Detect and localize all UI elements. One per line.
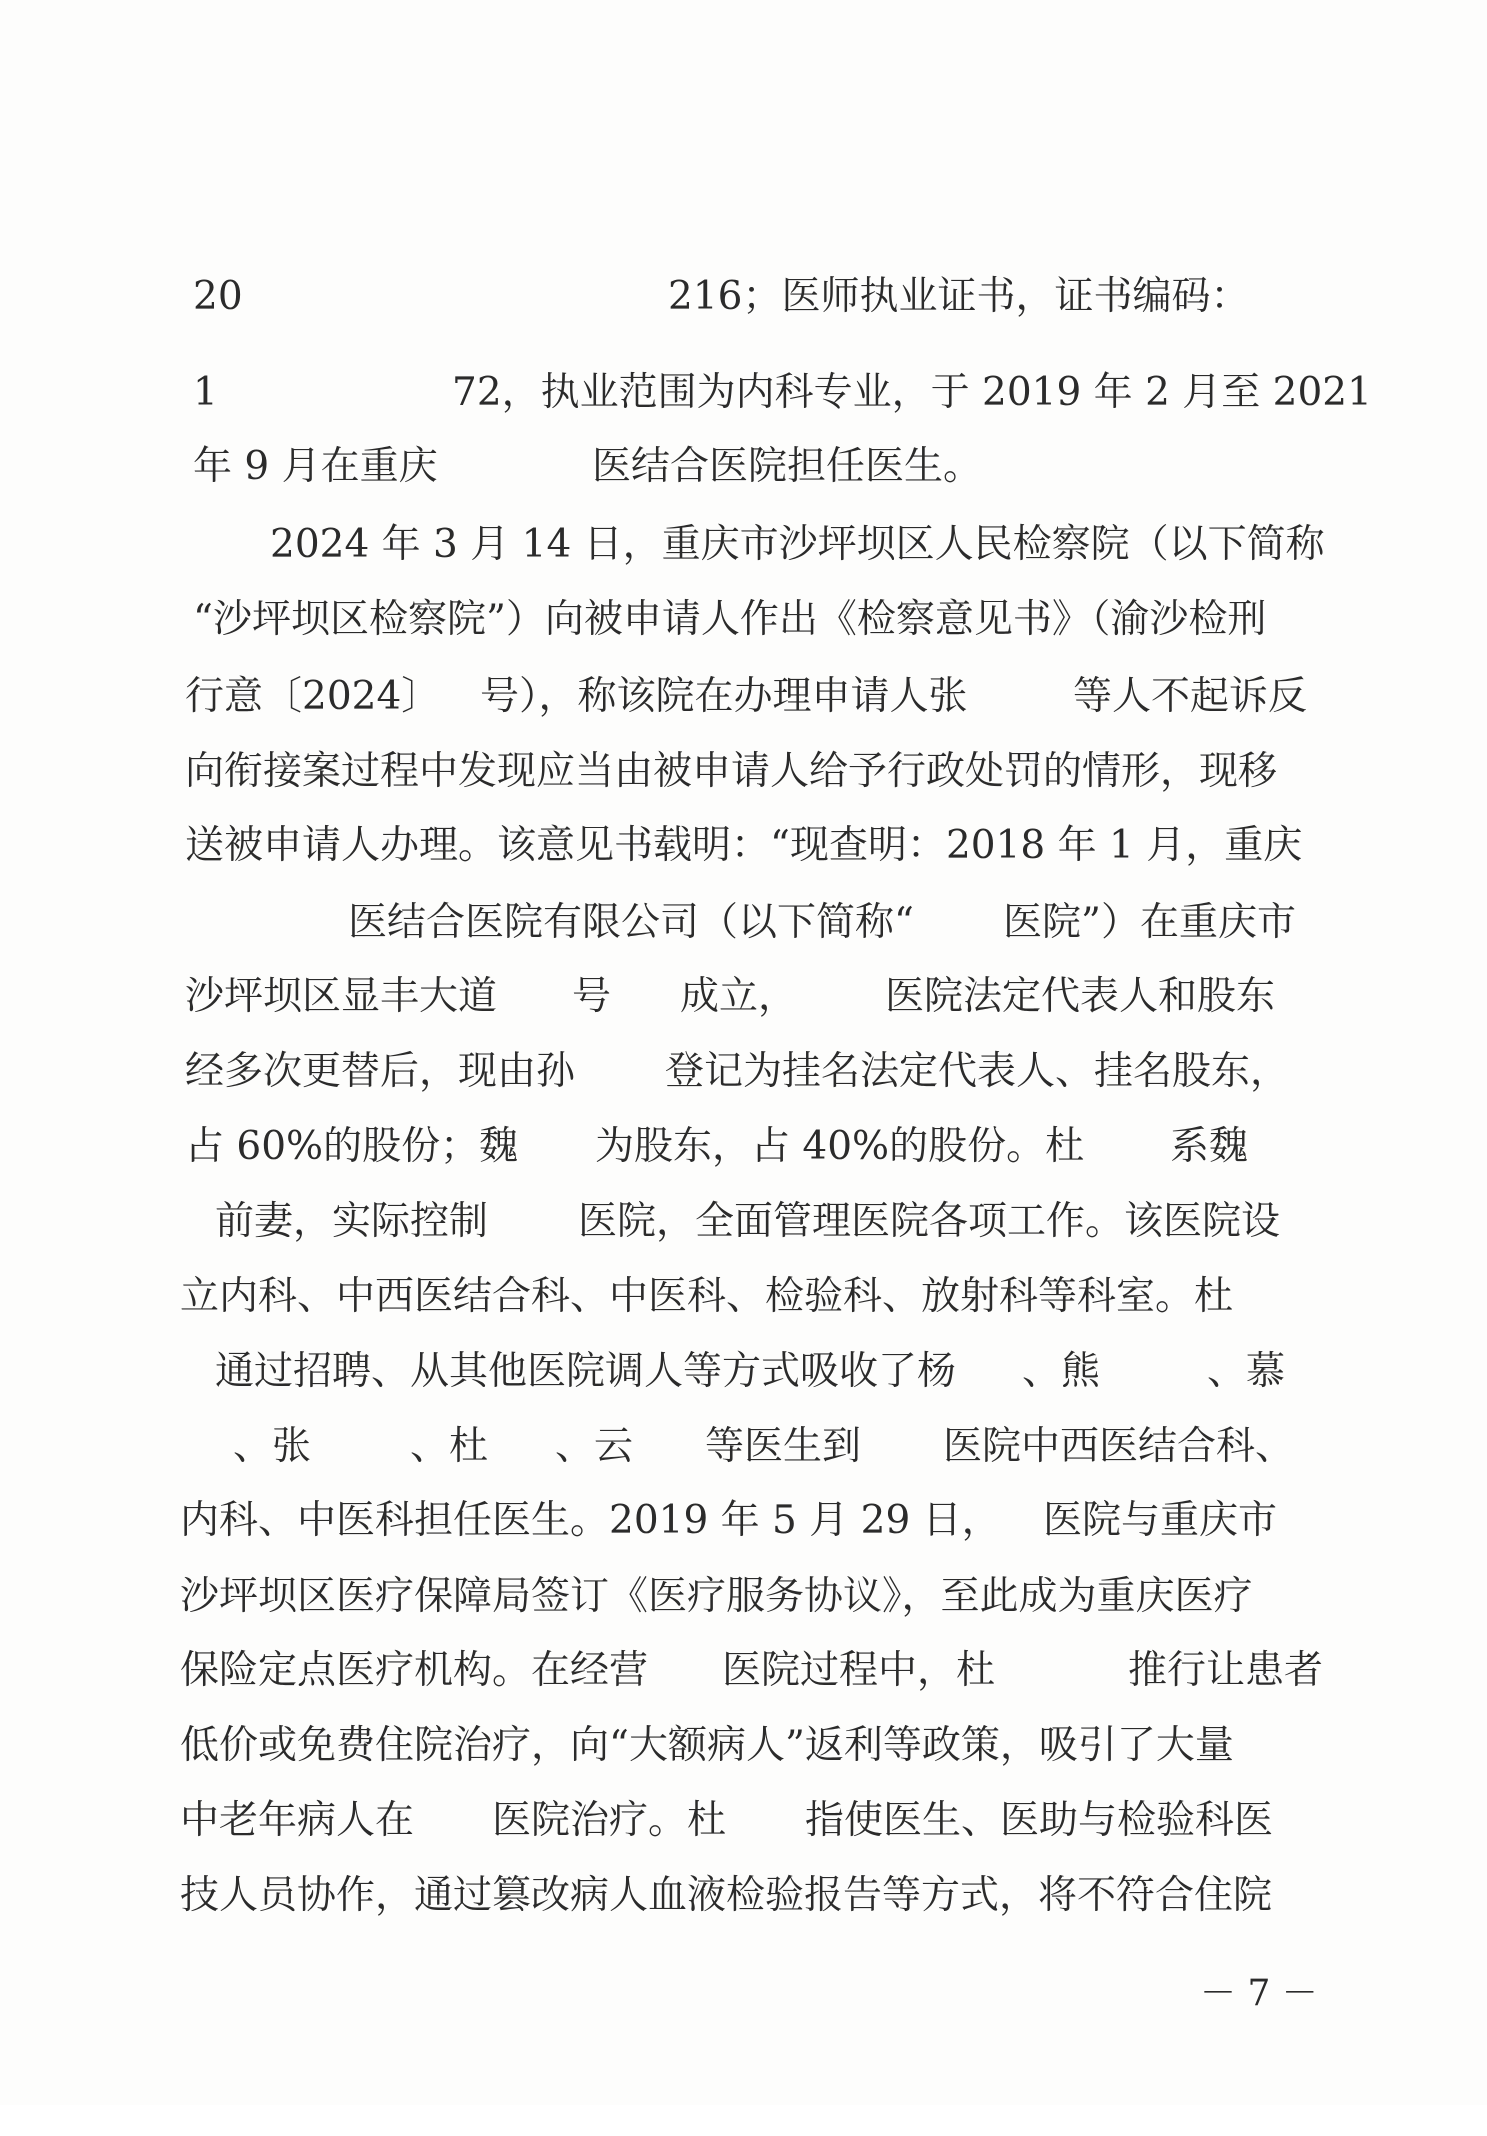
text-line — [0, 811, 1487, 881]
text-segment: 经多次更替后，现由孙 — [185, 1049, 576, 1094]
text-segment: 系魏 — [1170, 1124, 1249, 1169]
text-segment: 前妻，实际控制 — [215, 1199, 489, 1244]
text-line — [0, 1187, 1487, 1257]
text-segment: “沙坪坝区检察院”）向被申请人作出《检察意见书》（渝沙检刑 — [193, 597, 1267, 642]
text-segment: 成立， — [680, 974, 798, 1019]
text-line — [0, 1412, 1487, 1482]
text-segment: 等医生到 — [705, 1424, 862, 1469]
text-segment: 2024 年 3 月 14 日，重庆市沙坪坝区人民检察院（以下简称 — [270, 522, 1325, 567]
text-segment: 推行让患者 — [1128, 1648, 1324, 1693]
text-segment: 医结合医院担任医生。 — [592, 444, 983, 489]
text-segment: 20 — [193, 274, 243, 319]
text-segment: 通过招聘、从其他医院调人等方式吸收了杨 — [215, 1349, 957, 1394]
text-segment: 医院中西医结合科、 — [943, 1424, 1295, 1469]
text-line — [0, 888, 1487, 958]
text-line — [0, 1562, 1487, 1632]
text-line — [0, 432, 1487, 502]
text-segment: 号 — [572, 974, 612, 1019]
text-segment: 、杜 — [410, 1424, 489, 1469]
text-segment: 行意〔2024〕 — [185, 674, 441, 719]
text-segment: 向衔接案过程中发现应当由被申请人给予行政处罚的情形，现移 — [185, 749, 1278, 794]
text-segment: 占 60%的股份；魏 — [185, 1124, 519, 1169]
text-segment: 医院治疗。杜 — [492, 1798, 727, 1843]
text-line — [0, 1037, 1487, 1107]
text-segment: 技人员协作，通过篡改病人血液检验报告等方式，将不符合住院 — [180, 1873, 1273, 1918]
text-line — [0, 1861, 1487, 1931]
text-segment: 指使医生、医助与检验科医 — [805, 1798, 1274, 1843]
text-segment: 中老年病人在 — [180, 1798, 415, 1843]
text-segment: 医院与重庆市 — [1043, 1498, 1278, 1543]
text-line — [0, 962, 1487, 1032]
text-segment: 为股东，占 40%的股份。杜 — [595, 1124, 1085, 1169]
text-segment: 216；医师执业证书，证书编码： — [668, 274, 1250, 319]
text-segment: 低价或免费住院治疗，向“大额病人”返利等政策，吸引了大量 — [180, 1723, 1234, 1768]
page-number: － 7 － — [1200, 1973, 1318, 2014]
text-segment: 医结合医院有限公司（以下简称“ — [348, 900, 914, 945]
text-line — [0, 510, 1487, 580]
text-segment: 登记为挂名法定代表人、挂名股东， — [665, 1049, 1290, 1094]
text-line — [0, 1337, 1487, 1407]
text-segment: 、慕 — [1207, 1349, 1286, 1394]
text-line — [0, 737, 1487, 807]
text-segment: 送被申请人办理。该意见书载明：“现查明：2018 年 1 月，重庆 — [185, 823, 1303, 868]
text-segment: 等人不起诉反 — [1073, 674, 1308, 719]
text-line — [0, 1112, 1487, 1182]
text-segment: 沙坪坝区医疗保障局签订《医疗服务协议》，至此成为重庆医疗 — [180, 1574, 1253, 1619]
text-segment: 、云 — [555, 1424, 634, 1469]
text-segment: 1 — [193, 370, 218, 415]
text-line — [0, 1786, 1487, 1856]
text-segment: 、张 — [233, 1424, 312, 1469]
text-line — [0, 585, 1487, 655]
text-segment: 医院”）在重庆市 — [1003, 900, 1296, 945]
text-segment: 内科、中医科担任医生。2019 年 5 月 29 日， — [180, 1498, 1001, 1543]
text-line — [0, 1636, 1487, 1706]
text-line — [0, 262, 1487, 332]
text-segment: 立内科、中西医结合科、中医科、检验科、放射科等科室。杜 — [180, 1274, 1234, 1319]
text-segment: 医院法定代表人和股东 — [885, 974, 1276, 1019]
text-line — [0, 358, 1487, 428]
text-segment: 号），称该院在办理申请人张 — [480, 674, 968, 719]
text-line — [0, 1486, 1487, 1556]
text-segment: 医院过程中，杜 — [722, 1648, 996, 1693]
text-line — [0, 662, 1487, 732]
text-segment: 医院，全面管理医院各项工作。该医院设 — [578, 1199, 1281, 1244]
text-line — [0, 1711, 1487, 1781]
text-segment: 、熊 — [1022, 1349, 1101, 1394]
text-segment: 保险定点医疗机构。在经营 — [180, 1648, 649, 1693]
text-line — [0, 1262, 1487, 1332]
text-segment: 沙坪坝区显丰大道 — [185, 974, 498, 1019]
text-segment: 年 9 月在重庆 — [193, 444, 438, 489]
text-segment: 72，执业范围为内科专业，于 2019 年 2 月至 2021 — [452, 370, 1372, 415]
